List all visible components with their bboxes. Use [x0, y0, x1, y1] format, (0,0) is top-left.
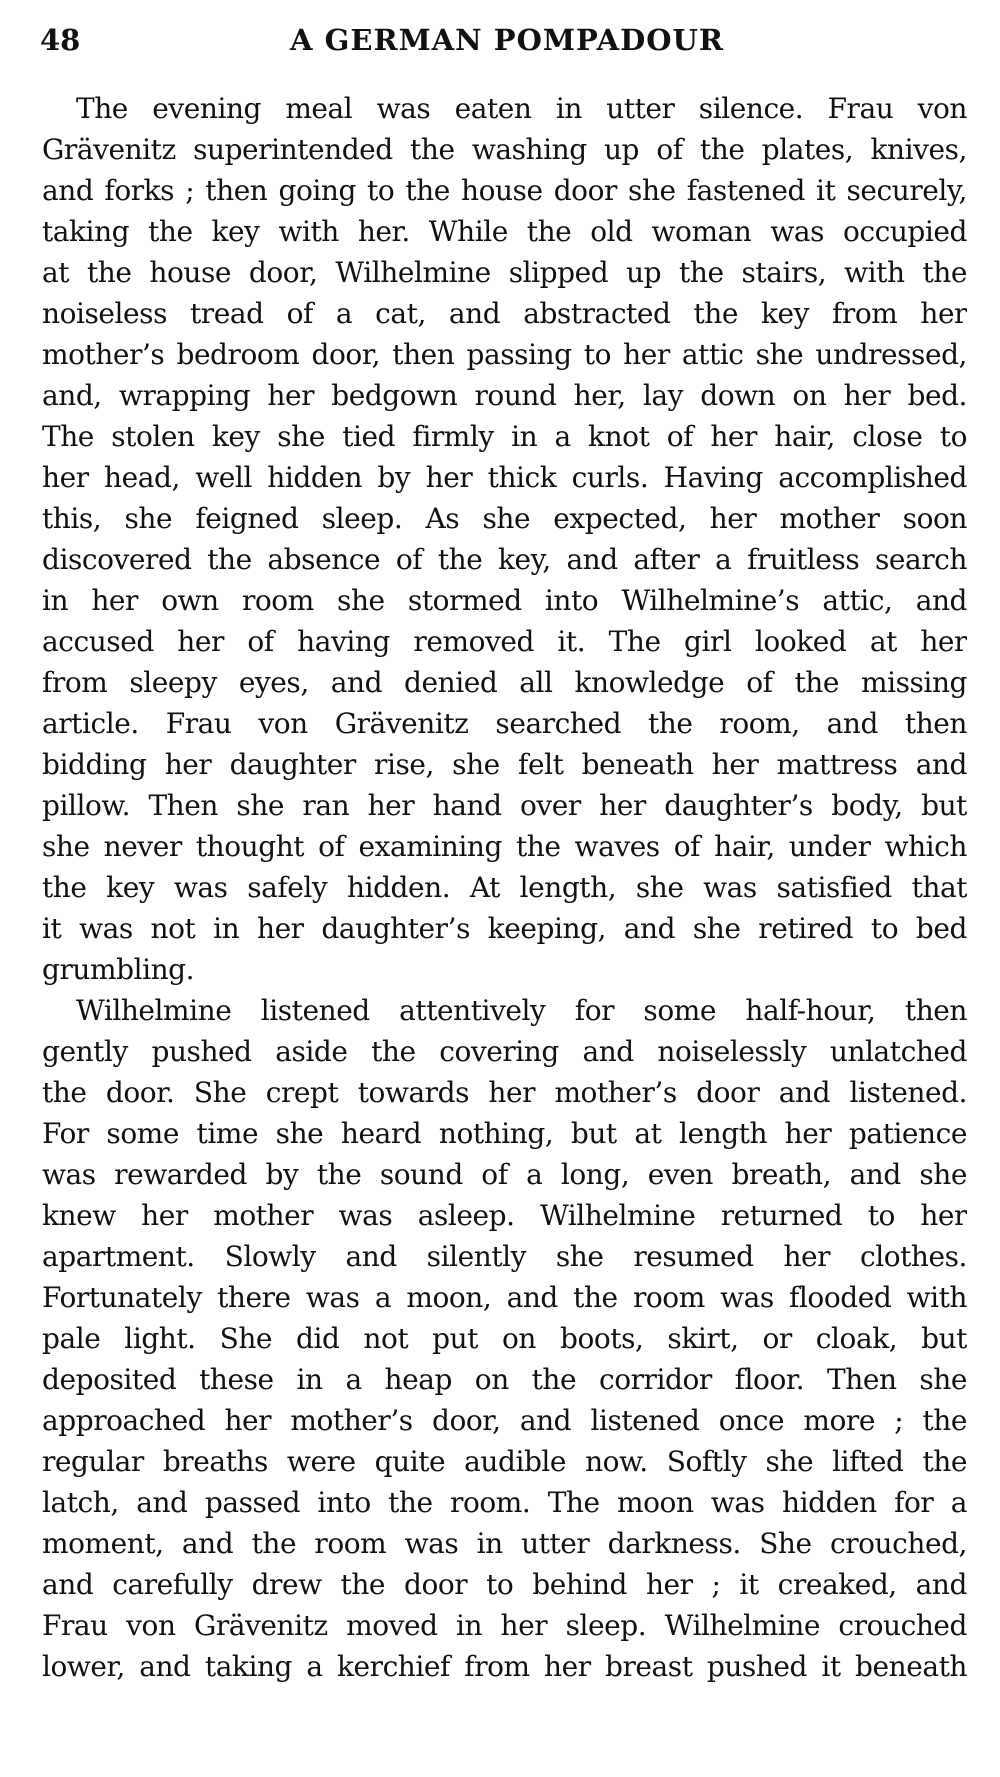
text-line: and, wrapping her bedgown round her, lay down on her bed.: [42, 379, 967, 412]
text-line: For some time she heard nothing, but at length her patience: [42, 1117, 967, 1150]
page-header: [40, 20, 940, 60]
text-line: and forks ; then going to the house door she fastened it securely,: [42, 174, 967, 207]
text-line: the door. She crept towards her mother’s door and listened.: [42, 1076, 967, 1109]
text-line: Fortunately there was a moon, and the room was flooded with: [42, 1281, 967, 1314]
text-line: taking the key with her. While the old woman was occupied: [42, 215, 967, 248]
text-line: it was not in her daughter’s keeping, and she retired to bed: [42, 912, 967, 945]
text-line: in her own room she stormed into Wilhelmine’s attic, and: [42, 584, 967, 617]
page-number: 48: [40, 23, 81, 57]
text-line: regular breaths were quite audible now. Softly she lifted the: [42, 1445, 967, 1478]
running-title: A GERMAN POMPADOUR: [290, 23, 724, 57]
text-line: grumbling.: [42, 953, 195, 986]
text-line: knew her mother was asleep. Wilhelmine returned to her: [42, 1199, 967, 1232]
text-line: moment, and the room was in utter darkness. She crouched,: [42, 1527, 967, 1560]
text-line: from sleepy eyes, and denied all knowledge of the missing: [42, 666, 967, 699]
text-line: the key was safely hidden. At length, she was satisfied that: [42, 871, 967, 904]
text-line: noiseless tread of a cat, and abstracted the key from her: [42, 297, 967, 330]
text-line: approached her mother’s door, and listened once more ; the: [42, 1404, 967, 1437]
text-line: The stolen key she tied firmly in a knot of her hair, close to: [42, 420, 967, 453]
text-line: accused her of having removed it. The girl looked at her: [42, 625, 967, 658]
text-line: she never thought of examining the waves of hair, under which: [42, 830, 967, 863]
text-line: mother’s bedroom door, then passing to her attic she undressed,: [42, 338, 967, 371]
text-line: pale light. She did not put on boots, skirt, or cloak, but: [42, 1322, 967, 1355]
text-line: bidding her daughter rise, she felt beneath her mattress and: [42, 748, 967, 781]
text-line: Grävenitz superintended the washing up of the plates, knives,: [42, 133, 967, 166]
text-line: was rewarded by the sound of a long, even breath, and she: [42, 1158, 967, 1191]
text-line: The evening meal was eaten in utter silence. Frau von: [76, 92, 967, 125]
text-line: lower, and taking a kerchief from her breast pushed it beneath: [42, 1650, 967, 1683]
text-line: latch, and passed into the room. The moon was hidden for a: [42, 1486, 967, 1519]
text-line: deposited these in a heap on the corridor floor. Then she: [42, 1363, 967, 1396]
body-text: [42, 88, 967, 1687]
text-line: discovered the absence of the key, and after a fruitless search: [42, 543, 967, 576]
text-line: gently pushed aside the covering and noiselessly unlatched: [42, 1035, 967, 1068]
text-line: pillow. Then she ran her hand over her daughter’s body, but: [42, 789, 967, 822]
text-line: at the house door, Wilhelmine slipped up the stairs, with the: [42, 256, 967, 289]
text-line: apartment. Slowly and silently she resumed her clothes.: [42, 1240, 967, 1273]
text-line: article. Frau von Grävenitz searched the room, and then: [42, 707, 967, 740]
text-line: and carefully drew the door to behind her ; it creaked, and: [42, 1568, 967, 1601]
text-line: Frau von Grävenitz moved in her sleep. Wilhelmine crouched: [42, 1609, 967, 1642]
text-line: this, she feigned sleep. As she expected, her mother soon: [42, 502, 967, 535]
text-line: Wilhelmine listened attentively for some half-hour, then: [76, 994, 967, 1027]
text-line: her head, well hidden by her thick curls. Having accomplished: [42, 461, 967, 494]
